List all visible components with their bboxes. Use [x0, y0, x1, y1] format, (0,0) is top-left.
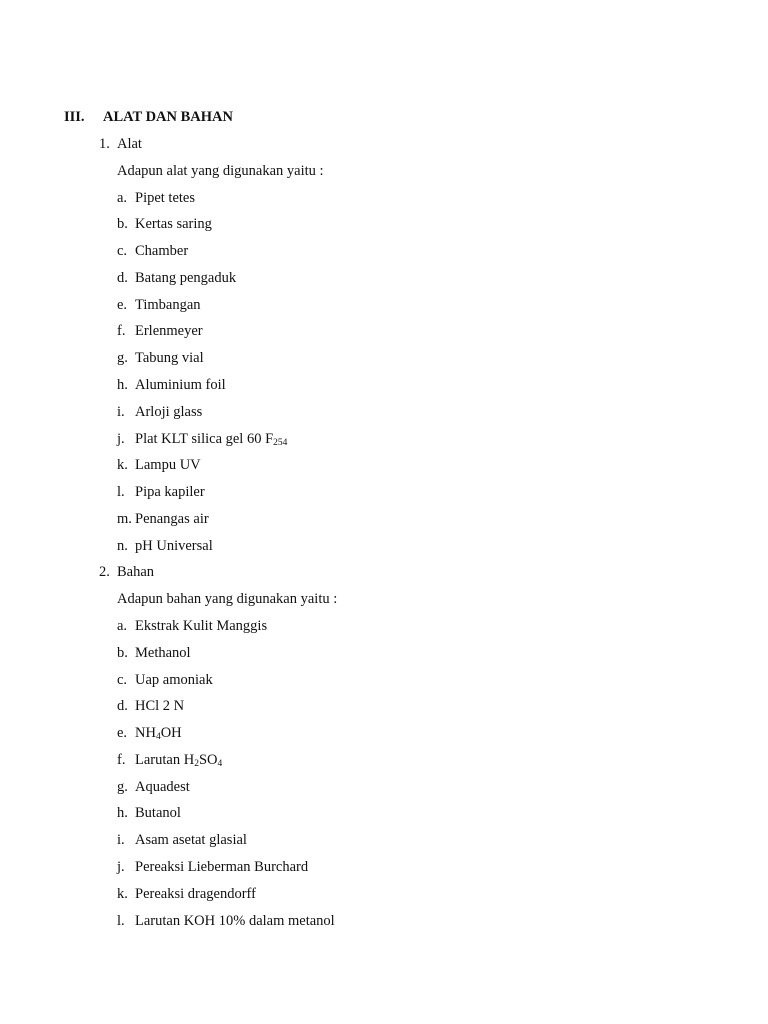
list-item: h. Butanol: [117, 805, 181, 821]
heading-title: ALAT DAN BAHAN: [103, 109, 233, 125]
list-item: g. Aquadest: [117, 779, 190, 795]
subsection-intro-alat: Adapun alat yang digunakan yaitu :: [117, 163, 324, 179]
section-heading: [64, 108, 233, 126]
subsection-title-alat: 1. Alat: [99, 136, 142, 152]
heading-number: III.: [64, 109, 85, 125]
list-item: d. Batang pengaduk: [117, 270, 237, 286]
list-item: f. Larutan $H_2SO_4$: [117, 752, 223, 769]
list-item: l. Pipa kapiler: [117, 484, 205, 500]
list-item: h. Aluminium foil: [117, 377, 226, 393]
list-item: g. Tabung vial: [117, 350, 204, 366]
list-item: j. Pereaksi Lieberman Burchard: [117, 859, 309, 875]
list-item: m. Penangas air: [117, 511, 209, 527]
list-item: e. Timbangan: [117, 297, 201, 313]
list-item: n. pH Universal: [117, 538, 213, 554]
list-item: l. Larutan KOH 10% dalam metanol: [117, 913, 335, 929]
list-item: b. Methanol: [117, 645, 191, 661]
list-item: c. Uap amoniak: [117, 672, 213, 688]
list-item: f. Erlenmeyer: [117, 323, 203, 339]
list-item: i. Arloji glass: [117, 404, 203, 420]
list-item: i. Asam asetat glasial: [117, 832, 247, 848]
list-item: c. Chamber: [117, 243, 189, 259]
list-item: a. Pipet tetes: [117, 190, 196, 206]
subsection-title-bahan: 2. Bahan: [99, 564, 155, 580]
subsection-intro-bahan: Adapun bahan yang digunakan yaitu :: [117, 591, 338, 607]
list-item: b. Kertas saring: [117, 216, 212, 232]
list-item: e. $NH_4OH$: [117, 725, 182, 742]
list-item: j. Plat KLT silica gel 60 $F_{254}$: [117, 431, 288, 448]
list-item: k. Pereaksi dragendorff: [117, 886, 256, 902]
list-item: d. HCl 2 N: [117, 698, 185, 714]
list-item: a. Ekstrak Kulit Manggis: [117, 618, 268, 634]
list-item: k. Lampu UV: [117, 457, 201, 473]
